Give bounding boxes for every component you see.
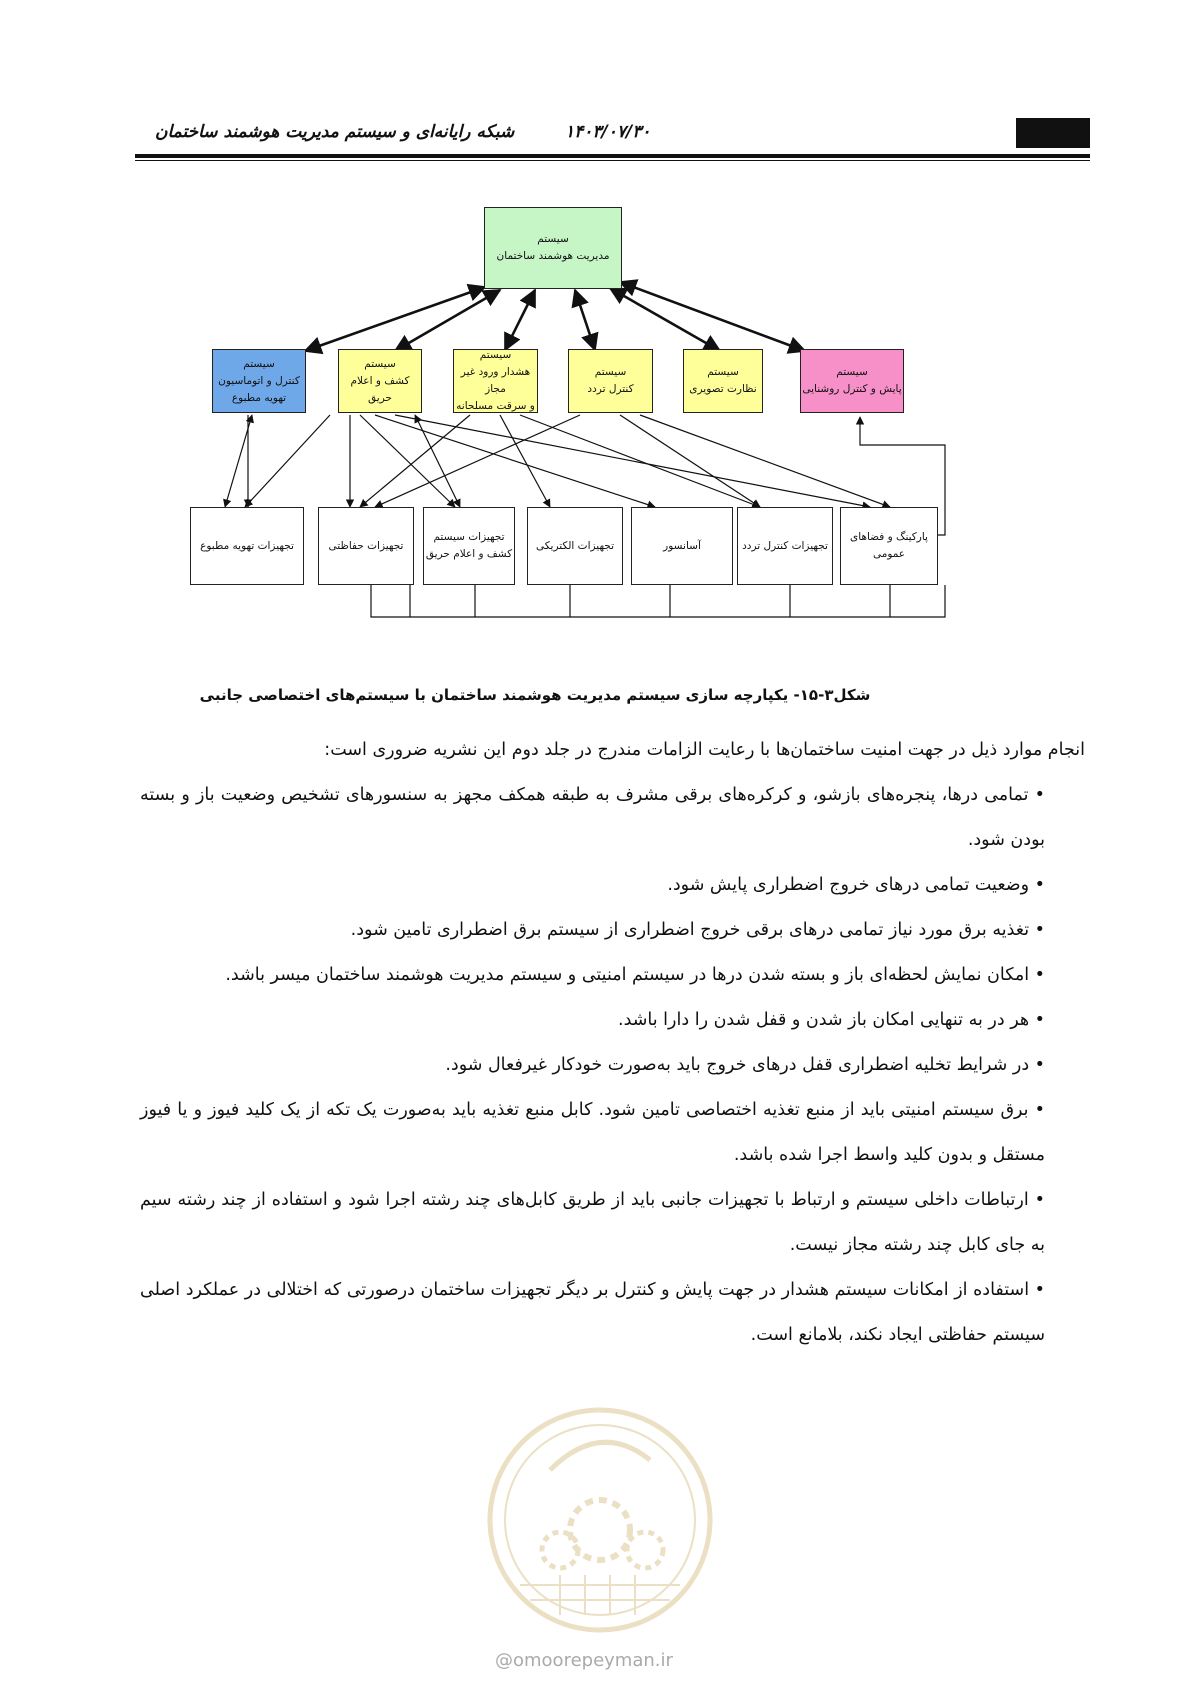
system-hvac-box	[212, 349, 306, 413]
link-top-intrusion	[505, 290, 535, 350]
box-line: پایش و کنترل روشنایی	[802, 383, 902, 395]
box-line: هشدار ورود غیر مجاز	[460, 366, 531, 395]
box-line: و سرقت مسلحانه	[456, 400, 535, 412]
bullet-item: • تمامی درها، پنجره‌های بازشو، و کرکره‌های برقی مشرف به طبقه همکف مجهز به سنسورهای تشخیص وضعیت باز و بسته بودن شود.	[140, 773, 1045, 863]
watermark-seal-icon	[480, 1400, 720, 1640]
system-access-box	[568, 349, 653, 413]
box-line: تهویه مطبوع	[231, 391, 287, 404]
body-text	[140, 728, 1085, 1358]
page-number-block	[1016, 118, 1090, 148]
bms-top-box	[484, 207, 622, 289]
box-line: تجهیزات سیستم	[433, 531, 505, 543]
equip-access-box	[737, 507, 833, 585]
system-cctv-box	[683, 349, 763, 413]
box-line: تجهیزات کنترل تردد	[742, 539, 828, 552]
bullet-item: • برق سیستم امنیتی باید از منبع تغذیه اختصاصی تامین شود. کابل منبع تغذیه باید به‌صورت یک تکه از یک کلید فیوز و یا فیوز مستقل و بدون کلید واسط اجرا شده باشد.	[140, 1088, 1045, 1178]
equip-electrical-box	[527, 507, 623, 585]
figure-caption: شکل۳-۱۵- یکپارچه سازی سیستم مدیریت هوشمند ساختمان با سیستم‌های اختصاصی جانبی	[199, 686, 871, 704]
link-top-hvac	[305, 287, 485, 351]
box-line: عمومی	[872, 548, 906, 560]
box-line: سیستم	[364, 357, 396, 370]
box-line: سیستم	[537, 233, 569, 245]
equip-fire-box	[423, 507, 515, 585]
link-top-access	[575, 290, 595, 350]
equip-elevator-box	[631, 507, 733, 585]
box-line: کشف و اعلام حریق	[350, 374, 410, 404]
box-line: پارکینگ و فضاهای	[850, 531, 928, 543]
bullet-item: • در شرایط تخلیه اضطراری قفل درهای خروج باید به‌صورت خودکار غیرفعال شود.	[140, 1043, 1045, 1088]
bullet-item: • ارتباطات داخلی سیستم و ارتباط با تجهیزات جانبی باید از طریق کابل‌های چند رشته اجرا شود و استفاده از چند رشته سیم به جای کابل چند رشته مجاز نیست.	[140, 1178, 1045, 1268]
page-header	[135, 118, 1090, 160]
bullet-item: • تغذیه برق مورد نیاز تمامی درهای برقی خروج اضطراری از سیستم برق اضطراری تامین شود.	[140, 908, 1045, 953]
box-line: سیستم	[594, 366, 627, 378]
header-title: شبکه رایانه‌ای و سیستم مدیریت هوشمند ساختمان	[155, 122, 515, 142]
system-lighting-box	[800, 349, 904, 413]
bullet-item: • وضعیت تمامی درهای خروج اضطراری پایش شود.	[140, 863, 1045, 908]
bullet-item: • هر در به تنهایی امکان باز شدن و قفل شدن را دارا باشد.	[140, 998, 1045, 1043]
box-line: آسانسور	[663, 539, 701, 552]
box-line: تجهیزات تهویه مطبوع	[200, 539, 294, 552]
box-line: کشف و اعلام حریق	[425, 548, 513, 560]
equip-parking-box	[840, 507, 938, 585]
bullet-list	[140, 773, 1085, 1358]
header-rule-thick	[135, 154, 1090, 158]
system-intrusion-box	[453, 349, 538, 413]
system-fire-box	[338, 349, 422, 413]
bms-integration-diagram	[200, 215, 1020, 665]
box-line: مدیریت هوشمند ساختمان	[496, 250, 610, 262]
equip-hvac-box	[190, 507, 304, 585]
watermark-site: @omoorepeyman.ir	[495, 1650, 673, 1671]
box-line: کنترل تردد	[587, 383, 634, 395]
box-line: سیستم	[479, 349, 512, 361]
bullet-item: • امکان نمایش لحظه‌ای باز و بسته شدن درها در سیستم امنیتی و سیستم مدیریت هوشمند ساختمان میسر باشد.	[140, 953, 1045, 998]
box-line: سیستم	[243, 357, 275, 370]
box-line: سیستم	[707, 366, 739, 378]
box-line: تجهیزات الکتریکی	[536, 539, 614, 552]
equip-protection-box	[318, 507, 414, 585]
box-line: تجهیزات حفاظتی	[328, 539, 404, 552]
bullet-item: • استفاده از امکانات سیستم هشدار در جهت پایش و کنترل بر دیگر تجهیزات ساختمان درصورتی که اختلالی در عملکرد اصلی سیستم حفاظتی ایجاد نکند، بلامانع است.	[140, 1268, 1045, 1358]
header-rule-thin	[135, 160, 1090, 161]
link-top-lighting	[620, 282, 805, 351]
box-line: سیستم	[836, 366, 868, 378]
header-date: ۱۴۰۳/۰۷/۳۰	[565, 122, 651, 142]
intro-paragraph: انجام موارد ذیل در جهت امنیت ساختمان‌ها با رعایت الزامات مندرج در جلد دوم این نشریه ضروری است:	[324, 740, 1085, 760]
box-line: نظارت تصویری	[689, 383, 757, 395]
box-line: کنترل و اتوماسیون	[218, 374, 300, 387]
